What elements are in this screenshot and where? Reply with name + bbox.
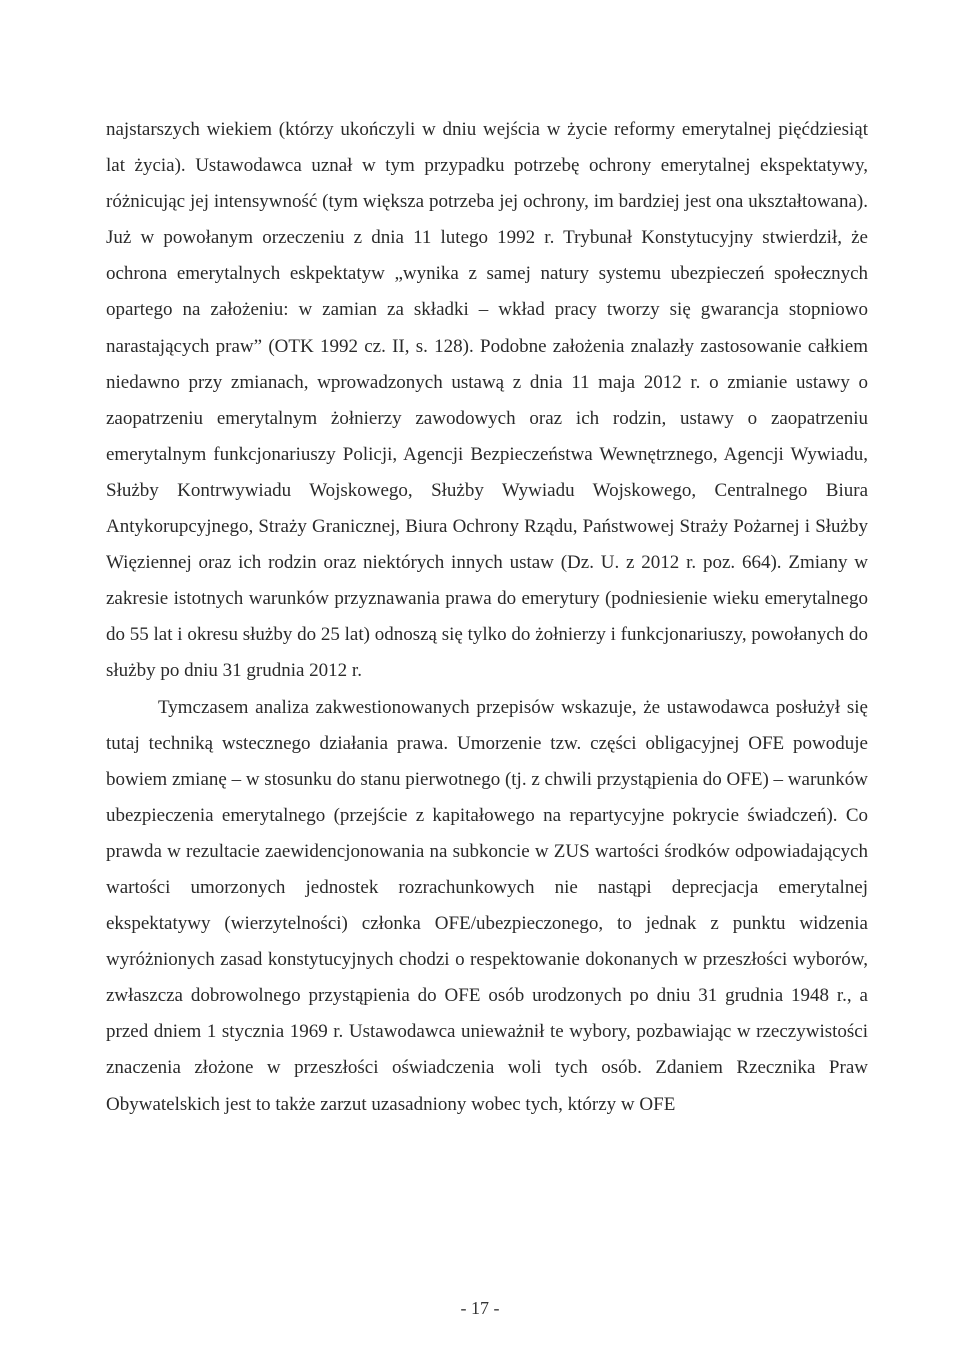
- paragraph-2: Tymczasem analiza zakwestionowanych przepisów wskazuje, że ustawodawca posłużył się tutaj techniką wstecznego działania prawa. Umorzenie tzw. części obligacyjnej OFE powoduje bowiem zmianę – w stosunku do stanu pierwotnego (tj. z chwili przystąpienia do OFE) – warunków ubezpieczenia emerytalnego (przejście z kapitałowego na repartycyjne pokrycie świadczeń). Co prawda w rezultacie zaewidencjonowania na subkoncie w ZUS wartości środków odpowiadających wartości umorzonych jednostek rozrachunkowych nie nastąpi deprecjacja emerytalnej ekspektatywy (wierzytelności) członka OFE/ubezpieczonego, to jednak z punktu widzenia wyróżnionych zasad konstytucyjnych chodzi o respektowanie dokonanych w przeszłości wyborów, zwłaszcza dobrowolnego przystąpienia do OFE osób urodzonych po dniu 31 grudnia 1948 r., a przed dniem 1 stycznia 1969 r. Ustawodawca unieważnił te wybory, pozbawiając w rzeczywistości znaczenia złożone w przeszłości oświadczenia woli tych osób. Zdaniem Rzecznika Praw Obywatelskich jest to także zarzut uzasadniony wobec tych, którzy w OFE: [106, 696, 868, 1115]
- body-text: [106, 112, 868, 1123]
- paragraph-1: najstarszych wiekiem (którzy ukończyli w dniu wejścia w życie reformy emerytalnej pięćdziesiąt lat życia). Ustawodawca uznał w tym przypadku potrzebę ochrony emerytalnej ekspektatywy, różnicując jej intensywność (tym większa potrzeba jej ochrony, im bardziej jest ona ukształtowana). Już w powołanym orzeczeniu z dnia 11 lutego 1992 r. Trybunał Konstytucyjny stwierdził, że ochrona emerytalnych eskpektatyw „wynika z samej natury systemu ubezpieczeń społecznych opartego na założeniu: w zamian za składki – wkład pracy tworzy się gwarancja stopniowo narastających praw” (OTK 1992 cz. II, s. 128). Podobne założenia znalazły zastosowanie całkiem niedawno przy zmianach, wprowadzonych ustawą z dnia 11 maja 2012 r. o zmianie ustawy o zaopatrzeniu emerytalnym żołnierzy zawodowych oraz ich rodzin, ustawy o zaopatrzeniu emerytalnym funkcjonariuszy Policji, Agencji Bezpieczeństwa Wewnętrznego, Agencji Wywiadu, Służby Kontrwywiadu Wojskowego, Służby Wywiadu Wojskowego, Centralnego Biura Antykorupcyjnego, Straży Granicznej, Biura Ochrony Rządu, Państwowej Straży Pożarnej i Służby Więziennej oraz ich rodzin oraz niektórych innych ustaw (Dz. U. z 2012 r. poz. 664). Zmiany w zakresie istotnych warunków przyznawania prawa do emerytury (podniesienie wieku emerytalnego do 55 lat i okresu służby do 25 lat) odnoszą się tylko do żołnierzy i funkcjonariuszy, powołanych do służby po dniu 31 grudnia 2012 r.: [106, 119, 868, 682]
- page-number: - 17 -: [460, 1298, 500, 1318]
